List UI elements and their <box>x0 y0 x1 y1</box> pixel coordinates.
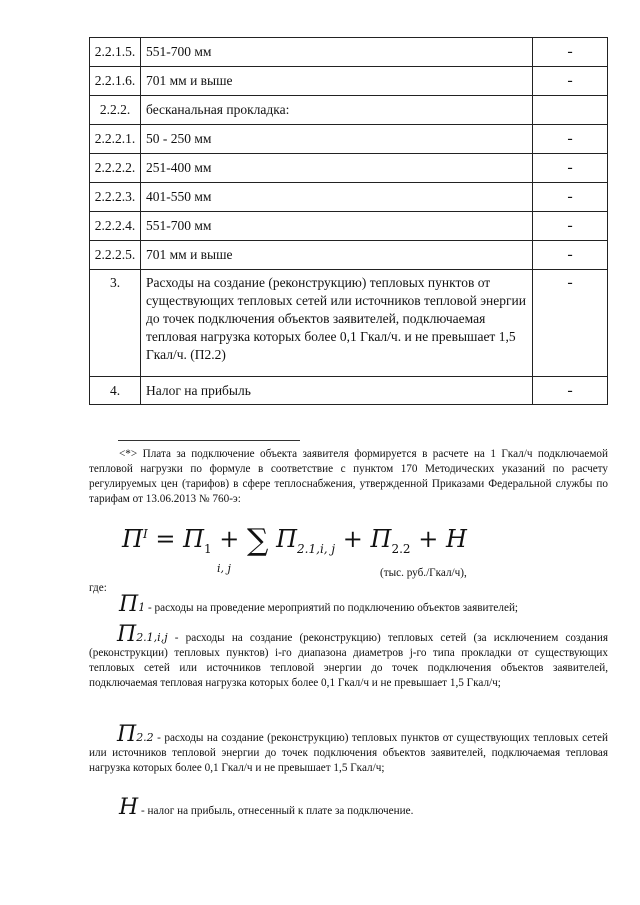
row-value: - <box>533 183 608 212</box>
footnote-rule <box>118 440 300 441</box>
formula-sum: ∑ <box>247 523 269 558</box>
row-number: 2.2.1.6. <box>90 67 141 96</box>
row-number: 2.2.2.3. <box>90 183 141 212</box>
def-p22-sub: 2.2 <box>136 731 154 744</box>
row-number: 2.2.2. <box>90 96 141 125</box>
row-number: 2.2.2.1. <box>90 125 141 154</box>
row-number: 2.2.2.5. <box>90 241 141 270</box>
table-row <box>90 212 608 241</box>
formula <box>122 520 467 556</box>
table-row <box>90 96 608 125</box>
formula-p22-sub: 2.2 <box>391 541 411 556</box>
row-value: - <box>533 154 608 183</box>
row-value: - <box>533 38 608 67</box>
formula-h: Н <box>445 525 467 553</box>
where-label: где: <box>89 582 107 594</box>
def-h-text: - налог на прибыль, отнесенный к плате за подключение. <box>138 805 414 817</box>
formula-eq: = <box>155 525 176 553</box>
formula-p21-sub: 2.1,i, j <box>297 541 336 556</box>
row-value: - <box>533 241 608 270</box>
formula-p1-sub: 1 <box>204 541 212 556</box>
row-description: 551-700 мм <box>141 38 533 67</box>
definition-p22 <box>89 722 609 776</box>
table-row <box>90 241 608 270</box>
row-description: 551-700 мм <box>141 212 533 241</box>
row-description: 701 мм и выше <box>141 67 533 96</box>
row-description: Расходы на создание (реконструкцию) тепловых пунктов от существующих тепловых сетей или источников тепловой энергии до точек подключения объектов заявителей, подключаемая тепловая нагрузка которых более 0,1 Гкал/ч. и не превышает 1,5 Гкал/ч. (П2.2) <box>141 270 533 377</box>
table-row <box>90 183 608 212</box>
tariff-table <box>89 37 608 405</box>
row-number: 4. <box>90 377 141 405</box>
def-h-symbol: Н <box>119 795 139 820</box>
table-row <box>90 67 608 96</box>
row-value: - <box>533 270 608 377</box>
row-description: 401-550 мм <box>141 183 533 212</box>
formula-units: (тыс. руб./Гкал/ч), <box>380 567 467 579</box>
row-number: 2.2.2.4. <box>90 212 141 241</box>
row-value: - <box>533 377 608 405</box>
definition-p1 <box>119 592 609 617</box>
formula-p22: П <box>370 525 392 553</box>
row-number: 2.2.1.5. <box>90 38 141 67</box>
def-p21-sub: 2.1,i,j <box>136 631 168 644</box>
def-p1-symbol: П <box>119 592 139 617</box>
formula-p1: П <box>183 525 205 553</box>
table-row <box>90 377 608 405</box>
definition-h <box>119 795 609 820</box>
def-p22-text: - расходы на создание (реконструкцию) тепловых пунктов от существующих тепловых сетей или источников тепловой энергии до точек подключения объектов заявителей, подключаемая тепловая нагрузка которых более 0,1 Гкал/ч и не превышает 1,5 Гкал/ч; <box>89 732 609 774</box>
def-p1-sub: 1 <box>138 601 146 614</box>
table-row <box>90 125 608 154</box>
row-value: - <box>533 212 608 241</box>
row-description: 50 - 250 мм <box>141 125 533 154</box>
definition-p21 <box>89 622 608 691</box>
def-p1-text: - расходы на проведение мероприятий по подключению объектов заявителей; <box>145 602 519 614</box>
footnote-text: <*> Плата за подключение объекта заявителя формируется в расчете на 1 Гкал/ч подключаемой тепловой нагрузки по формуле в соответствие с пунктом 170 Методических указаний по расчету регулируемых цен (тарифов) в сфере теплоснабжения, утвержденной Приказами Федеральной службы по тарифам от 13.06.2013 № 760-э: <box>89 448 608 505</box>
formula-sum-sub: i, j <box>217 562 231 575</box>
formula-p21: П <box>276 525 298 553</box>
row-number: 2.2.2.2. <box>90 154 141 183</box>
row-description: 251-400 мм <box>141 154 533 183</box>
row-description: Налог на прибыль <box>141 377 533 405</box>
def-p22-symbol: П <box>117 722 137 747</box>
row-value <box>533 96 608 125</box>
formula-sup: I <box>142 527 148 541</box>
def-p21-symbol: П <box>117 622 137 647</box>
formula-p: П <box>122 525 143 553</box>
row-value: - <box>533 125 608 154</box>
row-value: - <box>533 67 608 96</box>
def-p21-text: - расходы на создание (реконструкцию) тепловых сетей (за исключением создания (реконструкции) тепловых пунктов) i-го диапазона диаметров j-го типа прокладки от существующих тепловых сетей или источников тепловой энергии до точек подключения объектов заявителей, подключаемая тепловая нагрузка которых более 0,1 Гкал/ч и не превышает 1,5 Гкал/ч; <box>89 632 608 689</box>
table-row <box>90 154 608 183</box>
formula-plus1: + <box>219 525 240 553</box>
table-row <box>90 270 608 377</box>
formula-plus2: + <box>342 525 363 553</box>
table-row <box>90 38 608 67</box>
row-description: 701 мм и выше <box>141 241 533 270</box>
row-description: бесканальная прокладка: <box>141 96 533 125</box>
row-number: 3. <box>90 270 141 377</box>
formula-plus3: + <box>418 525 439 553</box>
